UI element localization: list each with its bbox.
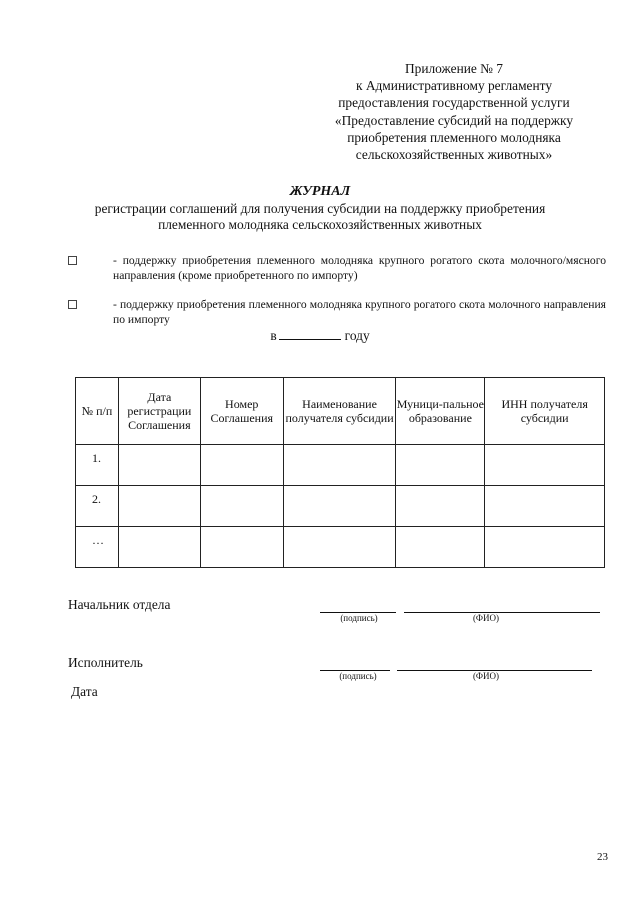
table-row — [76, 486, 605, 527]
table-cell[interactable] — [485, 445, 605, 486]
signature-caption: (подпись) — [339, 671, 377, 681]
year-blank[interactable] — [279, 327, 341, 340]
journal-subtitle: племенного молодняка сельскохозяйственных животных — [158, 217, 482, 232]
page-number: 23 — [597, 851, 608, 863]
table-cell[interactable] — [118, 527, 200, 568]
checkbox-domestic[interactable] — [68, 256, 77, 265]
year-suffix: году — [344, 328, 370, 343]
date-label: Дата — [71, 684, 98, 699]
year-prefix: в — [270, 328, 277, 343]
table-cell[interactable] — [396, 527, 485, 568]
header-cell: Номер Соглашения — [200, 378, 283, 445]
header-cell: Наименование получателя субсидии — [283, 378, 396, 445]
table-cell[interactable] — [283, 486, 396, 527]
table-cell[interactable] — [200, 527, 283, 568]
journal-title: ЖУРНАЛ — [289, 184, 351, 199]
header-cell: ИНН получателя субсидии — [485, 378, 605, 445]
row-number: 1. — [76, 445, 119, 486]
checkbox-import[interactable] — [68, 300, 77, 309]
table-row — [76, 527, 605, 568]
year-line — [0, 327, 640, 344]
name-caption: (ФИО) — [472, 671, 500, 681]
table-cell[interactable] — [200, 486, 283, 527]
table-row — [76, 445, 605, 486]
table-cell[interactable] — [396, 486, 485, 527]
journal-title-block — [40, 183, 600, 233]
appendix-line: «Предоставление субсидий на поддержку — [334, 112, 574, 128]
row-number: 2. — [76, 486, 119, 527]
journal-table — [75, 377, 605, 568]
journal-subtitle: регистрации соглашений для получения субсидии на поддержку приобретения — [94, 201, 546, 216]
appendix-line: сельскохозяйственных животных» — [355, 147, 553, 163]
head-label: Начальник отдела — [68, 597, 171, 612]
table-cell[interactable] — [283, 445, 396, 486]
appendix-line: предоставления государственной услуги — [338, 95, 570, 111]
appendix-line: к Административному регламенту — [355, 78, 553, 94]
header-cell: Дата регистрации Соглашения — [118, 378, 200, 445]
table-cell[interactable] — [118, 486, 200, 527]
table-cell[interactable] — [200, 445, 283, 486]
appendix-line: Приложение № 7 — [404, 61, 504, 76]
appendix-line: приобретения племенного молодняка — [347, 129, 561, 145]
option-domestic — [68, 253, 606, 283]
table-cell[interactable] — [283, 527, 396, 568]
table-cell[interactable] — [485, 486, 605, 527]
row-number: … — [76, 527, 119, 568]
table-cell[interactable] — [396, 445, 485, 486]
option-text: - поддержку приобретения племенного молодняка крупного рогатого скота молочного/мясного направления (кроме приобретенного по импорту) — [113, 254, 606, 282]
header-cell: № п/п — [76, 378, 119, 445]
option-text: - поддержку приобретения племенного молодняка крупного рогатого скота молочного направления по импорту — [113, 298, 606, 326]
table-header-row — [76, 378, 605, 445]
signature-caption: (подпись) — [340, 613, 378, 623]
header-cell: Муници-пальное образование — [396, 378, 485, 445]
name-caption: (ФИО) — [472, 613, 500, 623]
table-cell[interactable] — [118, 445, 200, 486]
executor-label: Исполнитель — [68, 655, 143, 670]
option-import — [68, 297, 606, 327]
appendix-header — [304, 60, 604, 163]
table-cell[interactable] — [485, 527, 605, 568]
